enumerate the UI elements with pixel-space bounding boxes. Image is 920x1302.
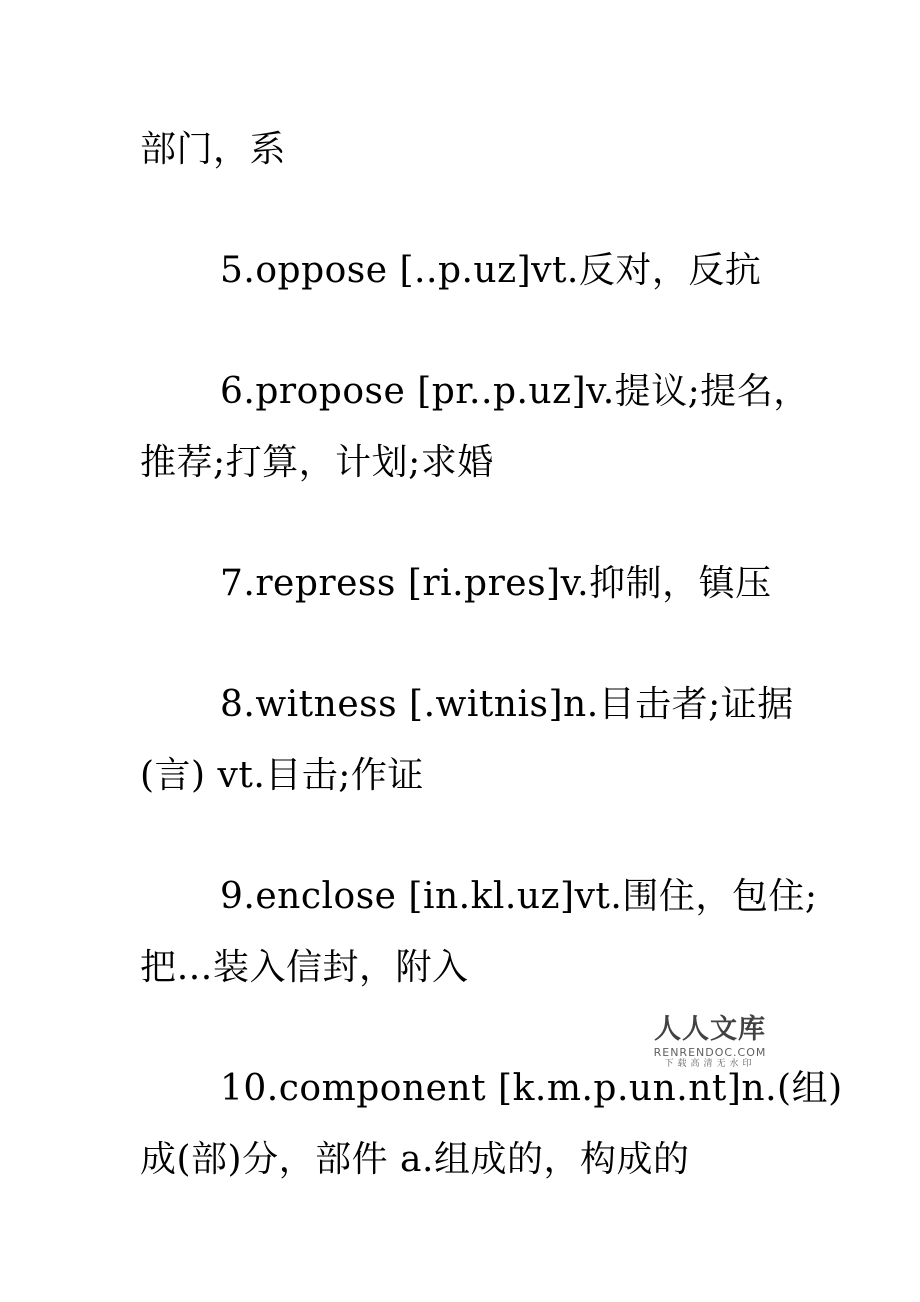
watermark-title: 人人文库	[654, 1014, 766, 1045]
vocab-entry-enclose-cont: 把…装入信封，附入	[140, 947, 469, 988]
watermark-subtitle: 下载高清无水印	[664, 1059, 756, 1069]
watermark-url: RENRENDOC.COM	[653, 1046, 767, 1059]
vocab-entry-witness: 8.witness [.witnis]n.目击者;证据	[220, 684, 794, 725]
vocab-entry-repress: 7.repress [ri.pres]v.抑制，镇压	[220, 563, 772, 604]
vocab-entry-enclose: 9.enclose [in.kl.uz]vt.围住，包住;	[220, 876, 818, 917]
vocab-entry-propose: 6.propose [pr..p.uz]v.提议;提名，	[220, 371, 810, 412]
vocab-entry-component-cont: 成(部)分，部件 a.组成的，构成的	[140, 1139, 690, 1180]
vocab-entry-witness-cont: (言) vt.目击;作证	[140, 755, 424, 796]
text-line: 部门，系	[140, 129, 287, 170]
vocab-entry-component: 10.component [k.m.p.un.nt]n.(组)	[220, 1068, 843, 1109]
vocab-entry-oppose: 5.oppose [..p.uz]vt.反对，反抗	[220, 250, 762, 291]
watermark-logo	[646, 1014, 774, 1070]
vocab-entry-propose-cont: 推荐;打算，计划;求婚	[140, 442, 494, 483]
